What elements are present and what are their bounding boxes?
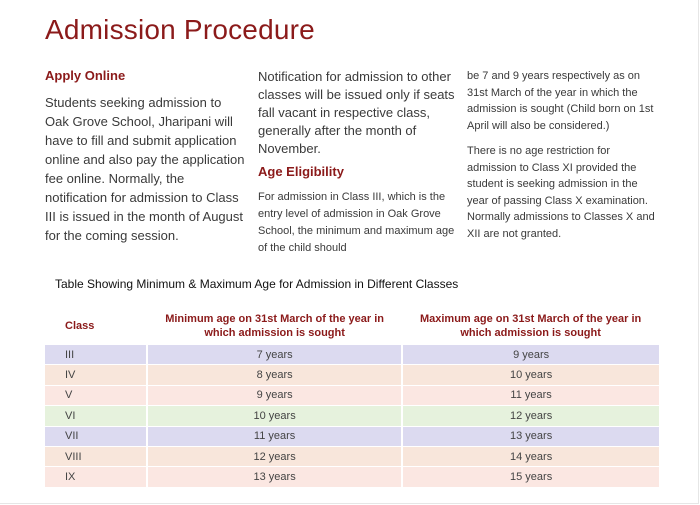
apply-online-heading: Apply Online bbox=[45, 68, 126, 83]
table-row bbox=[45, 426, 659, 446]
age-table bbox=[45, 307, 659, 488]
max-age-cell: 10 years bbox=[402, 365, 659, 385]
age-eligibility-text: For admission in Class III, which is the entry level of admission in Oak Grove School, the minimum and maximum age of the child should bbox=[258, 191, 455, 254]
min-age-cell: 7 years bbox=[147, 345, 402, 365]
table-row bbox=[45, 467, 659, 487]
max-age-cell: 15 years bbox=[402, 467, 659, 487]
age-details-section bbox=[467, 68, 657, 251]
max-age-cell: 12 years bbox=[402, 406, 659, 426]
page-title: Admission Procedure bbox=[45, 14, 315, 45]
class-cell: III bbox=[45, 345, 147, 365]
min-age-cell: 12 years bbox=[147, 446, 402, 466]
notification-text: Notification for admission to other classes will be issued only if seats fall vacant in respective class, generally after the month of November. bbox=[258, 69, 455, 156]
apply-online-text: Students seeking admission to Oak Grove School, Jharipani will have to fill and submit application online and also pay the application fee online. Normally, the notification for admission to Class III is issued in the month of August for the coming session. bbox=[45, 95, 245, 243]
class-xi-paragraph: There is no age restriction for admission to Class XI provided the student is seeking admission in the year of passing Class X examination. Normally admissions to Classes X and XII are not granted. bbox=[467, 145, 655, 240]
table-caption: Table Showing Minimum & Maximum Age for Admission in Different Classes bbox=[55, 277, 459, 291]
table-row bbox=[45, 406, 659, 426]
class-cell: V bbox=[45, 385, 147, 405]
apply-online-section bbox=[45, 68, 245, 245]
max-age-cell: 13 years bbox=[402, 426, 659, 446]
min-age-cell: 9 years bbox=[147, 385, 402, 405]
class-column-header: Class bbox=[65, 320, 95, 332]
table-header-row bbox=[45, 307, 659, 345]
table-row bbox=[45, 345, 659, 365]
class-cell: IV bbox=[45, 365, 147, 385]
age-table-body bbox=[45, 345, 659, 487]
max-age-cell: 9 years bbox=[402, 345, 659, 365]
notification-section bbox=[258, 68, 458, 257]
class-cell: VI bbox=[45, 406, 147, 426]
age-eligibility-heading: Age Eligibility bbox=[258, 164, 344, 179]
min-age-cell: 8 years bbox=[147, 365, 402, 385]
table-row bbox=[45, 446, 659, 466]
min-age-cell: 11 years bbox=[147, 426, 402, 446]
class-cell: VIII bbox=[45, 446, 147, 466]
min-age-column-header: Minimum age on 31st March of the year in which admission is sought bbox=[165, 313, 385, 339]
age-details-paragraph: be 7 and 9 years respectively as on 31st March of the year in which the admission is sought (Child born on 1st April will also be considered.) bbox=[467, 70, 654, 132]
min-age-cell: 13 years bbox=[147, 467, 402, 487]
table-row bbox=[45, 365, 659, 385]
class-cell: IX bbox=[45, 467, 147, 487]
max-age-cell: 11 years bbox=[402, 385, 659, 405]
max-age-cell: 14 years bbox=[402, 446, 659, 466]
max-age-column-header: Maximum age on 31st March of the year in which admission is sought bbox=[419, 313, 642, 339]
min-age-cell: 10 years bbox=[147, 406, 402, 426]
class-cell: VII bbox=[45, 426, 147, 446]
table-row bbox=[45, 385, 659, 405]
